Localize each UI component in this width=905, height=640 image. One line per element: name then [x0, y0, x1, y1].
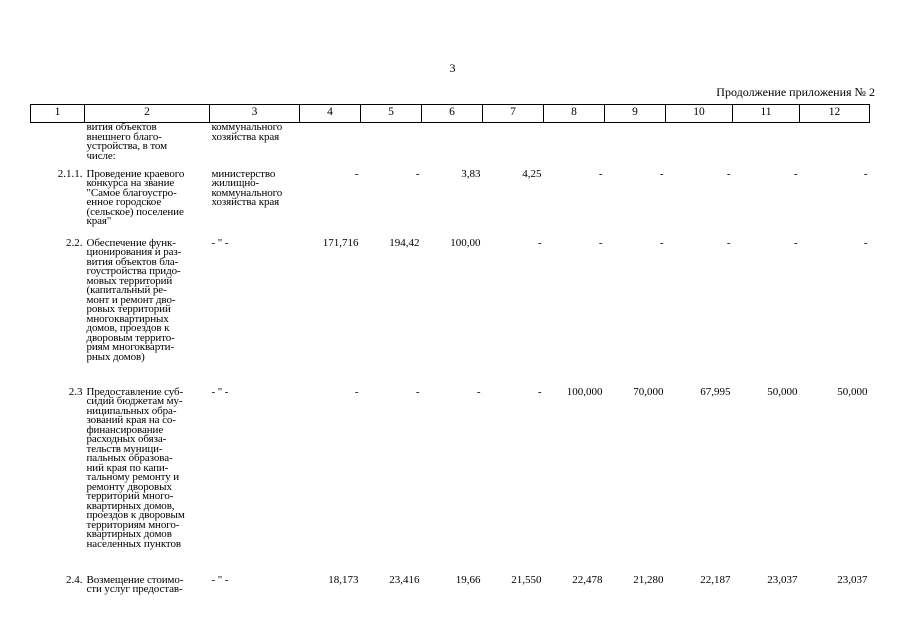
header-cell: 4 — [300, 105, 361, 123]
value-cell: - — [863, 236, 868, 249]
value-cell — [666, 123, 733, 170]
value-cell: 50,000 — [767, 385, 798, 398]
value-cell: - — [726, 167, 731, 180]
value-cell: - — [537, 385, 542, 398]
value-cell — [733, 123, 800, 170]
header-cell: 12 — [800, 105, 870, 123]
value-cell: - — [354, 167, 359, 180]
value-cell — [300, 123, 361, 170]
value-cell: 50,000 — [837, 385, 868, 398]
value-cell: - — [659, 236, 664, 249]
value-cell — [605, 123, 666, 170]
value-cell: 100,000 — [566, 385, 603, 398]
value-cell: - — [598, 236, 603, 249]
value-cell — [422, 123, 483, 170]
header-cell: 6 — [422, 105, 483, 123]
header-cell: 10 — [666, 105, 733, 123]
value-cell: 70,000 — [633, 385, 664, 398]
header-cell: 9 — [605, 105, 666, 123]
row-executor: - " - — [211, 385, 229, 398]
row-number: 2.4. — [66, 573, 83, 586]
value-cell: 100,00 — [450, 236, 481, 249]
value-cell: 23,416 — [389, 573, 420, 586]
row-number: 2.2. — [66, 236, 83, 249]
value-cell: 3,83 — [461, 167, 481, 180]
value-cell: - — [415, 167, 420, 180]
value-cell: - — [863, 167, 868, 180]
program-table — [30, 104, 870, 600]
value-cell: - — [537, 236, 542, 249]
row-name: Обеспечение функ- ционирования и раз- вития объектов бла- гоустройства придо- мовых территорий (капитальный ре- монт и ремонт дво- ровых территорий многоквартирных домов, проездов к дворовым террито- риям многокварти- рных домов) — [86, 236, 182, 363]
value-cell: 22,187 — [700, 573, 731, 586]
value-cell — [544, 123, 605, 170]
header-cell: 11 — [733, 105, 800, 123]
value-cell — [483, 123, 544, 170]
appendix-continuation-label: Продолжение приложения № 2 — [716, 85, 875, 99]
page-number: 3 — [449, 61, 456, 75]
row-number — [31, 123, 85, 170]
value-cell: 23,037 — [767, 573, 798, 586]
header-cell: 5 — [361, 105, 422, 123]
value-cell: 171,716 — [322, 236, 359, 249]
header-cell: 1 — [31, 105, 85, 123]
row-name: Предоставление суб- сидий бюджетам му- ниципальных обра- зований края на со- финансирование расходных обяза- тельств муници- пальных образова- ний края по капи- тальному ремонту и ремонту дворовых территорий много- квартирных домов, проездов к дворовым территориям много- квартирных домов населенных пунктов — [86, 385, 185, 550]
row-number: 2.1.1. — [57, 167, 83, 180]
value-cell: 4,25 — [522, 167, 542, 180]
value-cell: 23,037 — [837, 573, 868, 586]
value-cell: 21,550 — [511, 573, 542, 586]
value-cell — [361, 123, 422, 170]
value-cell: - — [726, 236, 731, 249]
value-cell: - — [354, 385, 359, 398]
table-row — [31, 239, 870, 388]
value-cell: 21,280 — [633, 573, 664, 586]
row-executor: - " - — [211, 236, 229, 249]
row-executor: министерство жилищно- коммунального хозяйства края — [211, 167, 283, 208]
row-number: 2.3 — [68, 385, 83, 398]
value-cell: 194,42 — [389, 236, 420, 249]
table-row — [31, 170, 870, 239]
value-cell: 18,173 — [328, 573, 359, 586]
row-name: Возмещение стоимо- сти услуг предостав- — [86, 573, 184, 595]
table-row — [31, 576, 870, 600]
value-cell: - — [793, 167, 798, 180]
table-row — [31, 123, 870, 170]
header-cell: 8 — [544, 105, 605, 123]
row-name: Проведение краевого конкурса на звание "Самое благоустро- енное городское (сельское) поселение края" — [86, 167, 185, 227]
header-cell: 3 — [210, 105, 300, 123]
value-cell: 22,478 — [572, 573, 603, 586]
value-cell: - — [659, 167, 664, 180]
value-cell — [800, 123, 870, 170]
row-executor: - " - — [211, 573, 229, 586]
row-name: вития объектов внешнего благо- устройства, в том числе: — [86, 121, 167, 162]
value-cell: 67,995 — [700, 385, 731, 398]
table-row — [31, 388, 870, 576]
value-cell: - — [598, 167, 603, 180]
row-executor: коммунального хозяйства края — [211, 121, 283, 143]
header-row — [31, 105, 870, 123]
header-cell: 2 — [85, 105, 210, 123]
value-cell: 19,66 — [455, 573, 481, 586]
value-cell: - — [793, 236, 798, 249]
value-cell: - — [476, 385, 481, 398]
value-cell: - — [415, 385, 420, 398]
header-cell: 7 — [483, 105, 544, 123]
